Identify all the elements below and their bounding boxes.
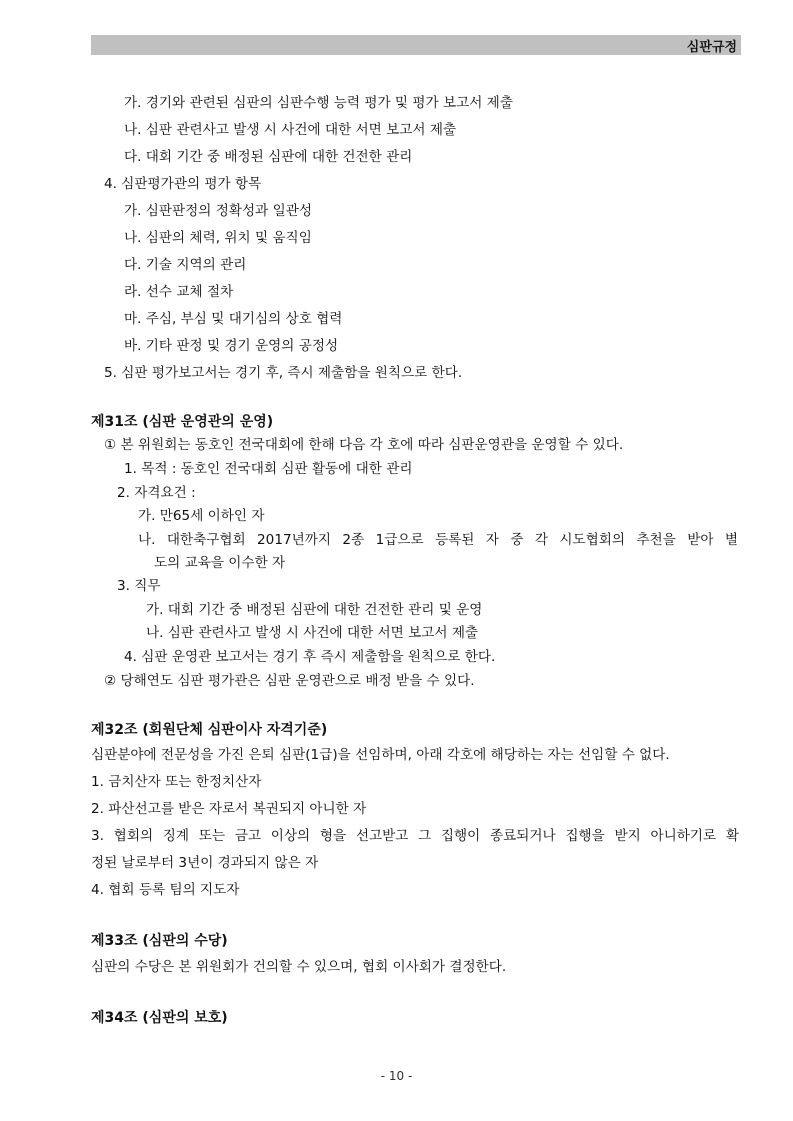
eval-item-ra: 라. 선수 교체 절차	[124, 284, 234, 300]
article-32-item-2: 2. 파산선고를 받은 자로서 복권되지 아니한 자	[91, 801, 367, 817]
article-33-body: 심판의 수당은 본 위원회가 건의할 수 있으며, 협회 이사회가 결정한다.	[91, 959, 507, 975]
item-4-heading: 4. 심판평가관의 평가 항목	[104, 176, 262, 192]
article-33-heading: 제33조 (심판의 수당)	[91, 933, 228, 949]
article-31-purpose: 1. 목적 : 동호인 전국대회 심판 활동에 대한 관리	[124, 461, 413, 477]
article-31-report: 4. 심판 운영관 보고서는 경기 후 즉시 제출함을 원칙으로 한다.	[124, 649, 496, 665]
article-32-item-3: 3. 협회의 징계 또는 금고 이상의 형을 선고받고 그 집행이 종료되거나 집행을 받지 아니하기로 확	[91, 828, 739, 844]
article-32-heading: 제32조 (회원단체 심판이사 자격기준)	[91, 722, 328, 738]
article-32-item-4: 4. 협회 등록 팀의 지도자	[91, 882, 240, 898]
item-4-da-line: 다. 대회 기간 중 배정된 심판에 대한 건전한 관리	[124, 149, 413, 165]
eval-item-ga: 가. 심판판정의 정확성과 일관성	[124, 203, 312, 219]
qualification-na: 나. 대한축구협회 2017년까지 2종 1급으로 등록된 자 중 각 시도협회의 추천을 받아 별	[138, 532, 738, 548]
duties-na: 나. 심판 관련사고 발생 시 사건에 대한 서면 보고서 제출	[146, 625, 479, 641]
article-31-qualification: 2. 자격요건 :	[117, 485, 196, 501]
article-32-item-1: 1. 금치산자 또는 한정치산자	[91, 774, 262, 790]
item-4-ga-line: 가. 경기와 관련된 심판의 심판수행 능력 평가 및 평가 보고서 제출	[124, 95, 513, 111]
item-4-na-line: 나. 심판 관련사고 발생 시 사건에 대한 서면 보고서 제출	[124, 122, 457, 138]
article-32-intro: 심판분야에 전문성을 가진 은퇴 심판(1급)을 선임하며, 아래 각호에 해당하는 자는 선임할 수 없다.	[91, 747, 670, 763]
item-5-line: 5. 심판 평가보고서는 경기 후, 즉시 제출함을 원칙으로 한다.	[104, 365, 463, 381]
eval-item-na: 나. 심판의 체력, 위치 및 움직임	[124, 230, 312, 246]
page-number: - 10 -	[380, 1069, 413, 1083]
article-31-para-1: ① 본 위원회는 동호인 전국대회에 한해 다음 각 호에 따라 심판운영관을 운영할 수 있다.	[104, 437, 624, 453]
duties-ga: 가. 대회 기간 중 배정된 심판에 대한 건전한 관리 및 운영	[146, 602, 483, 618]
running-header-title: 심판규정	[686, 40, 737, 55]
eval-item-ba: 바. 기타 판정 및 경기 운영의 공정성	[124, 338, 339, 354]
article-34-heading: 제34조 (심판의 보호)	[91, 1010, 228, 1026]
article-31-duties: 3. 직무	[117, 578, 161, 594]
running-header-bar	[91, 35, 741, 55]
eval-item-ma: 마. 주심, 부심 및 대기심의 상호 협력	[124, 311, 343, 327]
qualification-na-cont: 도의 교육을 이수한 자	[154, 555, 286, 571]
article-31-heading: 제31조 (심판 운영관의 운영)	[91, 414, 274, 430]
article-32-item-3-cont: 정된 날로부터 3년이 경과되지 않은 자	[91, 855, 319, 871]
eval-item-da: 다. 기술 지역의 관리	[124, 257, 247, 273]
article-31-para-2: ② 당해연도 심판 평가관은 심판 운영관으로 배정 받을 수 있다.	[104, 673, 475, 689]
qualification-ga: 가. 만65세 이하인 자	[138, 508, 265, 524]
